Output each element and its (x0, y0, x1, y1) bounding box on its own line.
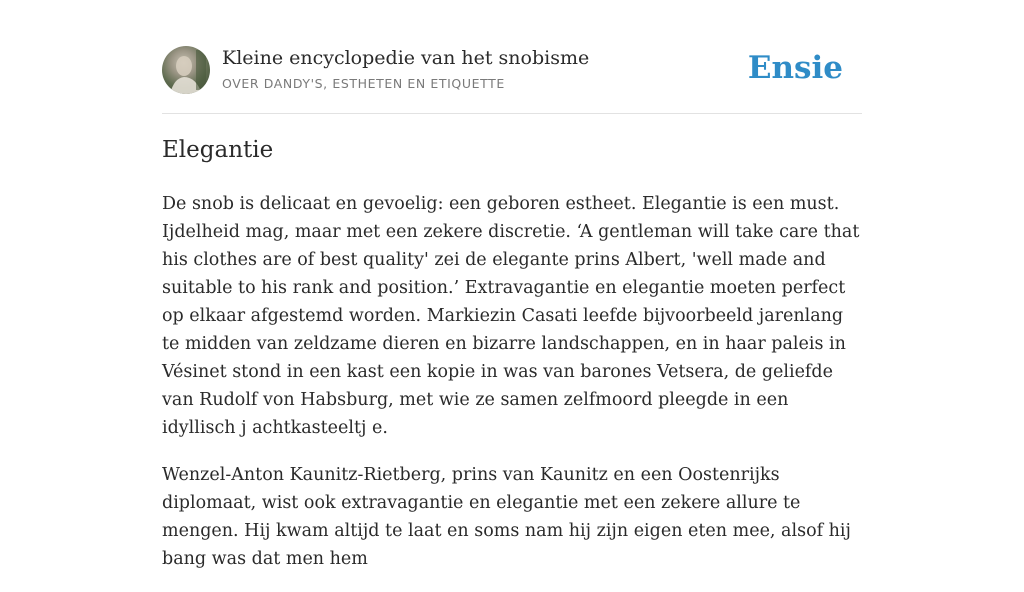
site-title[interactable]: Kleine encyclopedie van het snobisme (222, 47, 590, 69)
article-paragraph: Wenzel-Anton Kaunitz-Rietberg, prins van Kaunitz en een Oostenrijks diplomaat, wist ook extravagantie en elegantie met een zekere allure te mengen. Hij kwam altijd te laat en soms nam hij zijn eigen eten mee, alsof hij bang was dat men hem (162, 465, 851, 569)
portrait-avatar-icon (162, 46, 210, 94)
article-title: Elegantie (162, 137, 274, 163)
brand-logo-link[interactable]: Ensie (747, 50, 843, 86)
article-paragraph: De snob is delicaat en gevoelig: een geboren estheet. Elegantie is een must. Ijdelheid mag, maar met een zekere discretie. ‘A gentleman will take care that his clothes are of best quality' zei de elegante prins Albert, 'well made and suitable to his rank and position.’ Extravagantie en elegantie moeten perfect op elkaar afgestemd worden. Markiezin Casati leefde bijvoorbeeld jarenlang te midden van zeldzame dieren en bizarre landschappen, en in haar paleis in Vésinet stond in een kast een kopie in was van barones Vetsera, de geliefde van Rudolf von Habsburg, met wie ze samen zelfmoord pleegde in een idyllisch j achtkasteeltj e. (162, 194, 860, 438)
site-subtitle: OVER DANDY'S, ESTHETEN EN ETIQUETTE (222, 76, 505, 91)
avatar[interactable] (162, 46, 210, 94)
site-header (162, 46, 862, 96)
header-divider (162, 113, 862, 114)
article-body (162, 190, 866, 592)
